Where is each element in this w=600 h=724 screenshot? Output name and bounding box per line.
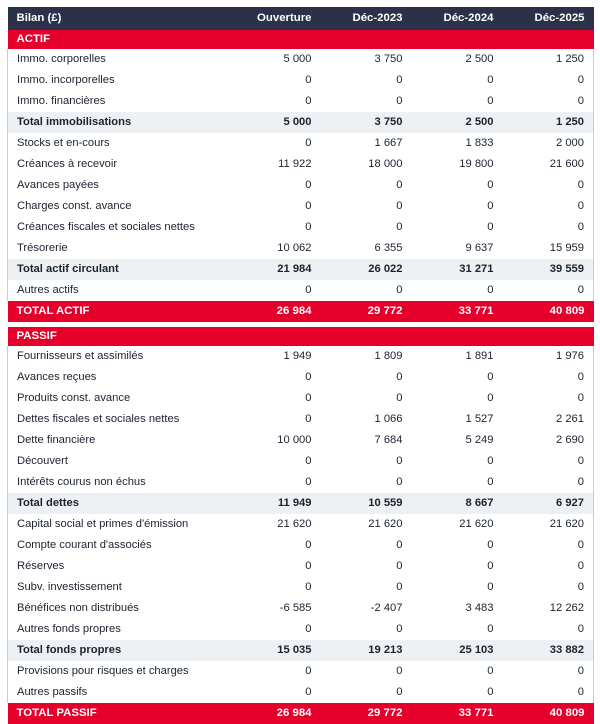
row-label: Avances payées [8,175,230,196]
row-value-3: 0 [412,217,503,238]
row-label: Compte courant d'associés [8,535,230,556]
row-label: Total dettes [8,493,230,514]
row-label: Autres passifs [8,682,230,703]
column-header-ouverture: Ouverture [230,7,321,30]
row-value-3: 5 249 [412,430,503,451]
table-row-capital-social-et-primes-d-emission [8,514,594,535]
row-value-1: 26 984 [230,703,321,724]
section-band-filler-1 [230,30,321,49]
row-value-4: 0 [503,577,594,598]
row-value-1: 0 [230,661,321,682]
section-band-filler-4 [503,30,594,49]
row-value-4: 0 [503,619,594,640]
row-label: TOTAL PASSIF [8,703,230,724]
row-value-1: 0 [230,175,321,196]
row-value-2: 19 213 [321,640,412,661]
column-header-dec-2025: Déc-2025 [503,7,594,30]
row-value-4: 2 000 [503,133,594,154]
row-value-4: 0 [503,472,594,493]
row-value-1: 0 [230,217,321,238]
row-value-1: 0 [230,577,321,598]
row-value-3: 33 771 [412,703,503,724]
table-row-compte-courant-d-associes [8,535,594,556]
row-value-3: 0 [412,388,503,409]
row-value-2: 6 355 [321,238,412,259]
row-value-4: 0 [503,91,594,112]
row-value-3: 0 [412,280,503,301]
row-value-1: 0 [230,70,321,91]
row-value-3: 0 [412,472,503,493]
row-value-1: 0 [230,619,321,640]
row-value-2: 0 [321,367,412,388]
row-value-4: 2 690 [503,430,594,451]
section-band-filler-1 [230,327,321,346]
row-label: Dettes fiscales et sociales nettes [8,409,230,430]
subtotal-row-total-fonds-propres [8,640,594,661]
section-band-filler-2 [321,30,412,49]
row-value-2: 0 [321,196,412,217]
grand-total-row-total-passif [8,703,594,724]
row-value-2: 29 772 [321,703,412,724]
row-value-3: 2 500 [412,112,503,133]
row-value-3: 2 500 [412,49,503,70]
row-label: Créances à recevoir [8,154,230,175]
section-band-filler-4 [503,327,594,346]
balance-sheet-table [7,7,594,724]
row-value-1: 26 984 [230,301,321,322]
row-label: Immo. financières [8,91,230,112]
row-value-2: 3 750 [321,49,412,70]
row-value-1: 0 [230,409,321,430]
row-value-4: 0 [503,175,594,196]
row-label: TOTAL ACTIF [8,301,230,322]
row-value-2: 0 [321,388,412,409]
table-row-charges-const-avance [8,196,594,217]
table-row-reserves [8,556,594,577]
row-value-4: 6 927 [503,493,594,514]
row-label: Total immobilisations [8,112,230,133]
section-band-filler-3 [412,327,503,346]
row-label: Produits const. avance [8,388,230,409]
row-value-2: 1 066 [321,409,412,430]
row-value-3: 8 667 [412,493,503,514]
table-row-autres-fonds-propres [8,619,594,640]
row-value-4: 33 882 [503,640,594,661]
row-label: Subv. investissement [8,577,230,598]
row-value-3: 0 [412,91,503,112]
row-label: Fournisseurs et assimilés [8,346,230,367]
row-value-1: 0 [230,91,321,112]
row-value-1: 0 [230,472,321,493]
row-value-1: 0 [230,682,321,703]
row-value-2: 0 [321,91,412,112]
table-row-autres-passifs [8,682,594,703]
row-value-3: 1 527 [412,409,503,430]
row-value-2: 0 [321,577,412,598]
section-band-filler-3 [412,30,503,49]
row-value-4: 21 600 [503,154,594,175]
row-value-2: 21 620 [321,514,412,535]
row-value-2: 10 559 [321,493,412,514]
row-value-2: 0 [321,175,412,196]
row-value-4: 39 559 [503,259,594,280]
table-row-stocks-et-en-cours [8,133,594,154]
table-row-immo-corporelles [8,49,594,70]
row-value-2: 1 667 [321,133,412,154]
subtotal-row-total-actif-circulant [8,259,594,280]
table-row-dette-financiere [8,430,594,451]
row-value-2: 7 684 [321,430,412,451]
table-row-avances-recues [8,367,594,388]
subtotal-row-total-immobilisations [8,112,594,133]
table-row-decouvert [8,451,594,472]
section-band-label: ACTIF [8,30,230,49]
row-value-3: 1 891 [412,346,503,367]
row-label: Charges const. avance [8,196,230,217]
row-value-1: 0 [230,280,321,301]
table-row-benefices-non-distribues [8,598,594,619]
subtotal-row-total-dettes [8,493,594,514]
table-row-immo-incorporelles [8,70,594,91]
table-row-produits-const-avance [8,388,594,409]
row-value-4: 40 809 [503,703,594,724]
row-value-4: 0 [503,217,594,238]
row-value-4: 0 [503,682,594,703]
row-value-4: 0 [503,70,594,91]
table-row-autres-actifs [8,280,594,301]
grand-total-row-total-actif [8,301,594,322]
row-value-4: 15 959 [503,238,594,259]
row-value-3: 0 [412,367,503,388]
row-value-4: 1 250 [503,49,594,70]
row-value-2: 29 772 [321,301,412,322]
section-band-passif [8,327,594,346]
row-value-2: 18 000 [321,154,412,175]
row-value-4: 40 809 [503,301,594,322]
row-value-2: 0 [321,535,412,556]
table-row-creances-a-recevoir [8,154,594,175]
row-value-4: 0 [503,388,594,409]
row-value-2: 1 809 [321,346,412,367]
row-value-1: 21 984 [230,259,321,280]
row-value-3: 0 [412,577,503,598]
row-label: Avances reçues [8,367,230,388]
row-value-1: -6 585 [230,598,321,619]
row-value-1: 10 062 [230,238,321,259]
row-value-2: 0 [321,472,412,493]
row-value-3: 0 [412,451,503,472]
row-label: Autres actifs [8,280,230,301]
row-label: Total actif circulant [8,259,230,280]
row-value-2: 0 [321,556,412,577]
table-row-subv-investissement [8,577,594,598]
row-value-4: 0 [503,451,594,472]
row-value-2: 0 [321,661,412,682]
row-value-3: 0 [412,196,503,217]
row-label: Créances fiscales et sociales nettes [8,217,230,238]
row-value-4: 0 [503,196,594,217]
row-value-3: 0 [412,556,503,577]
table-row-immo-financieres [8,91,594,112]
row-value-4: 0 [503,556,594,577]
row-value-2: 0 [321,280,412,301]
row-value-3: 0 [412,661,503,682]
section-band-actif [8,30,594,49]
row-value-3: 25 103 [412,640,503,661]
row-value-4: 0 [503,661,594,682]
row-value-1: 1 949 [230,346,321,367]
row-value-1: 0 [230,367,321,388]
row-label: Trésorerie [8,238,230,259]
row-value-4: 0 [503,367,594,388]
row-label: Total fonds propres [8,640,230,661]
row-value-3: 1 833 [412,133,503,154]
row-value-1: 15 035 [230,640,321,661]
row-value-3: 0 [412,535,503,556]
row-value-4: 0 [503,535,594,556]
row-label: Dette financière [8,430,230,451]
row-value-3: 0 [412,175,503,196]
row-value-4: 12 262 [503,598,594,619]
row-label: Bénéfices non distribués [8,598,230,619]
row-value-2: 0 [321,619,412,640]
table-row-creances-fiscales-et-sociales-nettes [8,217,594,238]
row-label: Autres fonds propres [8,619,230,640]
row-value-1: 0 [230,451,321,472]
row-label: Réserves [8,556,230,577]
row-value-2: -2 407 [321,598,412,619]
section-band-filler-2 [321,327,412,346]
row-value-4: 1 250 [503,112,594,133]
row-label: Intérêts courus non échus [8,472,230,493]
table-row-dettes-fiscales-et-sociales-nettes [8,409,594,430]
row-label: Immo. incorporelles [8,70,230,91]
row-value-1: 5 000 [230,112,321,133]
row-value-2: 0 [321,451,412,472]
table-row-interets-courus-non-echus [8,472,594,493]
row-value-3: 0 [412,619,503,640]
column-header-dec-2024: Déc-2024 [412,7,503,30]
row-value-3: 3 483 [412,598,503,619]
row-value-1: 0 [230,133,321,154]
row-value-1: 0 [230,196,321,217]
table-row-fournisseurs-et-assimiles [8,346,594,367]
row-value-2: 3 750 [321,112,412,133]
table-row-tresorerie [8,238,594,259]
table-header [8,7,594,30]
row-value-3: 0 [412,682,503,703]
table-row-provisions-pour-risques-et-charges [8,661,594,682]
row-value-1: 5 000 [230,49,321,70]
row-value-3: 31 271 [412,259,503,280]
table-row-avances-payees [8,175,594,196]
row-value-1: 21 620 [230,514,321,535]
row-value-2: 0 [321,217,412,238]
row-value-3: 9 637 [412,238,503,259]
row-value-1: 0 [230,388,321,409]
row-value-1: 0 [230,556,321,577]
row-value-4: 21 620 [503,514,594,535]
row-value-1: 11 949 [230,493,321,514]
row-value-4: 0 [503,280,594,301]
row-value-1: 10 000 [230,430,321,451]
row-value-1: 0 [230,535,321,556]
row-label: Découvert [8,451,230,472]
row-label: Immo. corporelles [8,49,230,70]
row-label: Stocks et en-cours [8,133,230,154]
row-value-2: 26 022 [321,259,412,280]
column-header-row [8,7,594,30]
row-label: Capital social et primes d'émission [8,514,230,535]
section-band-label: PASSIF [8,327,230,346]
row-value-3: 21 620 [412,514,503,535]
column-header-label: Bilan (£) [8,7,230,30]
column-header-dec-2023: Déc-2023 [321,7,412,30]
row-value-2: 0 [321,70,412,91]
row-value-4: 2 261 [503,409,594,430]
row-value-3: 19 800 [412,154,503,175]
row-value-4: 1 976 [503,346,594,367]
table-body [8,30,594,724]
row-value-1: 11 922 [230,154,321,175]
row-value-2: 0 [321,682,412,703]
row-label: Provisions pour risques et charges [8,661,230,682]
row-value-3: 0 [412,70,503,91]
row-value-3: 33 771 [412,301,503,322]
